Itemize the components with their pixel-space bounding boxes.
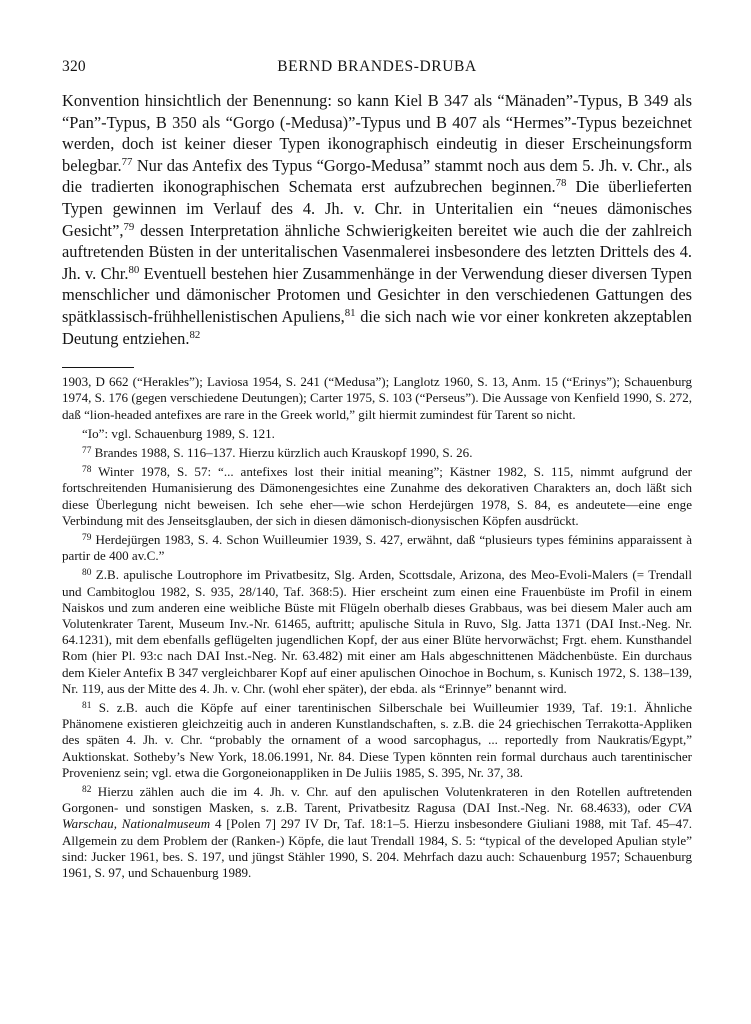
footnote-marker: 81 [82,700,92,711]
footnote-ref-81[interactable]: 81 [344,306,356,319]
main-paragraph [62,90,692,349]
page-number: 320 [62,58,86,75]
footnote-marker: 82 [82,784,92,795]
footnote-text: Z.B. apulische Loutrophore im Privatbesitz, Slg. Arden, Scottsdale, Arizona, des Meo-Evoli-Malers (= Trendall und Cambitoglou 1982, S. 935, 28/140, Taf. 368:5). Hier erscheint zum einen eine Frauenbüste im Profil in einem Naiskos und zum anderen eine weibliche Büste mit Flügeln oberhalb dieses Grabbaus, was bei diesem Maler auch am Volutenkrater Tarent, Museum Inv.-Nr. 61465, auftritt; apulische Situla in Ruvo, Slg. Jatta 1371 (DAI Inst.-Neg. Nr. 64.1231), mit dem ebenfalls geflügelten jugendlichen Kopf, der aus einer Blüte hervorwächst; Frgt. ehem. Kunsthandel Rom (hier Pl. 93:c nach DAI Inst.-Neg. Nr. 63.482) mit einer am Hals abgeschnittenen Mädchenbüste. Ein durchaus dem Kieler Antefix B 347 vergleichbarer Kopf auf einer apulischen Oinochoe in Bochum, s. Kunisch 1972, S. 138–139, Nr. 119, aus der Mitte des 4. Jh. v. Chr. (wohl eher später), der ebda. als “Erinnye” benannt wird. [62,567,692,696]
footnote-ref-77[interactable]: 77 [121,155,133,168]
footnotes [62,374,692,881]
footnote-82 [62,784,692,881]
footnote-continuation [62,374,692,423]
footnote-81 [62,700,692,781]
footnote-divider [62,367,134,368]
footnote-text: S. z.B. auch die Köpfe auf einer tarentinischen Silberschale bei Wuilleumier 1939, Taf. 19:1. Ähnliche Phänomene existieren gleichzeitig auch in anderen Kunstlandschaften, s. z.B. die 24 griechischen Terrakotta-Appliken des späten 4. Jh. v. Chr. “probably the ornament of a wood sarcophagus, ... reportedly from Naukratis/Egypt,” Auktionskat. Sotheby’s New York, 18.06.1991, Nr. 84. Diese Typen könnten rein formal durchaus auch tarentinischer Provenienz sein; vgl. etwa die Gorgoneionappliken in De Juliis 1985, S. 395, Nr. 37, 38. [62,699,692,780]
footnote-text: Brandes 1988, S. 116–137. Hierzu kürzlich auch Krauskopf 1990, S. 26. [94,444,473,460]
footnote-ref-78[interactable]: 78 [555,177,567,190]
body-sentence: Nur das Antefix des Typus “Gorgo-Medusa” stammt noch aus dem 5. Jh. v. Chr., als die tradierten ikonographischen Schemata erst aufzubrechen beginnen. [62,155,692,197]
footnote-italic-title: CVA Warschau, Nationalmuseum [62,800,692,832]
body-sentence: Konvention hinsichtlich der Benennung: so kann Kiel B 347 als “Mänaden”-Typus, B 349 als “Pan”-Typus, B 350 als “Gorgo (-Medusa)”-Typus und B 407 als “Hermes”-Typus bezeichnet werden, doch ist keiner dieser Typen ikonographisch eindeutig in dieser Erscheinungsform belegbar. [62,91,692,175]
footnote-ref-82[interactable]: 82 [189,328,201,341]
page [62,58,692,884]
footnote-77 [62,445,692,461]
body-sentence: Eventuell bestehen hier Zusammenhänge in der Verwendung dieser diversen Typen menschlicher und dämonischer Protomen und Gesichter in den verschiedenen Gattungen des spätklassisch-frühhellenistischen Apuliens, [62,263,692,326]
footnote-79 [62,532,692,564]
footnote-marker: 77 [82,445,92,456]
footnote-ref-79[interactable]: 79 [123,220,135,233]
footnote-78 [62,464,692,529]
footnote-text: “Io”: vgl. Schauenburg 1989, S. 121. [82,425,275,441]
footnote-text: 1903, D 662 (“Herakles”); Laviosa 1954, S. 241 (“Medusa”); Langlotz 1960, S. 13, Anm. 15 (“Erinys”); Schauenburg 1974, S. 176 (gegen verschiedene Deutungen); Carter 1975, S. 103 (“Perseus”). Die Aussage von Kenfield 1990, S. 272, daß “lion-headed antefixes are rare in the Greek world,” gilt hiermit zumindest für Tarent so nicht. [62,374,692,422]
body-sentence: Die überlieferten Typen gewinnen im Verlauf des 4. Jh. v. Chr. in Unteritalien ein “neues dämonisches Gesicht”, [62,177,692,240]
footnote-marker: 80 [82,568,92,579]
footnote-marker: 79 [82,532,92,543]
footnote-text: Hierzu zählen auch die im 4. Jh. v. Chr. auf den apulischen Volutenkrateren in den Rotellen auftretenden Gorgonen- und sonstigen Masken, s. z.B. Tarent, Privatbesitz Ragusa (DAI Inst.-Neg. Nr. 68.4633), oder [62,784,692,816]
footnote-marker: 78 [82,464,92,475]
body-sentence: dessen Interpretation ähnliche Schwierigkeiten bereitet wie auch die der zahlreich auftretenden Büsten in der unteritalischen Vasenmalerei insbesondere des letzten Drittels des 4. Jh. v. Chr. [62,220,692,283]
footnote-text: Winter 1978, S. 57: “... antefixes lost their initial meaning”; Kästner 1982, S. 115, nimmt aufgrund der fortschreitenden Humanisierung des Dämonengesichtes eine Zunahme des dekorativen Charakters an, doch läßt sich diese Überlegung nicht beweisen. Ich sehe eher—wie schon Herdejürgen 1978, S. 84, es andeutete—eine enge Verbindung mit des Jenseitsglauben, der sich in diesen dämonisch-dionysischen Köpfen ausdrückt. [62,464,692,528]
running-title: BERND BRANDES-DRUBA [277,58,477,75]
running-header [62,58,692,80]
body-sentence: die sich nach wie vor einer konkreten akzeptablen Deutung entziehen. [62,306,692,348]
footnote-continuation-io [62,426,692,442]
footnote-text: 4 [Polen 7] 297 IV Dr, Taf. 18:1–5. Hierzu insbesondere Giuliani 1988, mit Taf. 45–47. Allgemein zu dem Problem der (Ranken-) Köpfe, die laut Trendall 1984, S. 5: “typical of the developed Apulian style” sind: Jucker 1961, bes. S. 197, und jüngst Stähler 1990, S. 204. Mehrfach dazu auch: Schauenburg 1957; Schauenburg 1961, S. 97, und Schauenburg 1989. [62,816,692,881]
footnote-ref-80[interactable]: 80 [128,263,140,276]
footnote-text: Herdejürgen 1983, S. 4. Schon Wuilleumier 1939, S. 427, erwähnt, daß “plusieurs types féminins apparaissent à partir de 400 av.C.” [62,531,692,564]
footnote-80 [62,567,692,697]
